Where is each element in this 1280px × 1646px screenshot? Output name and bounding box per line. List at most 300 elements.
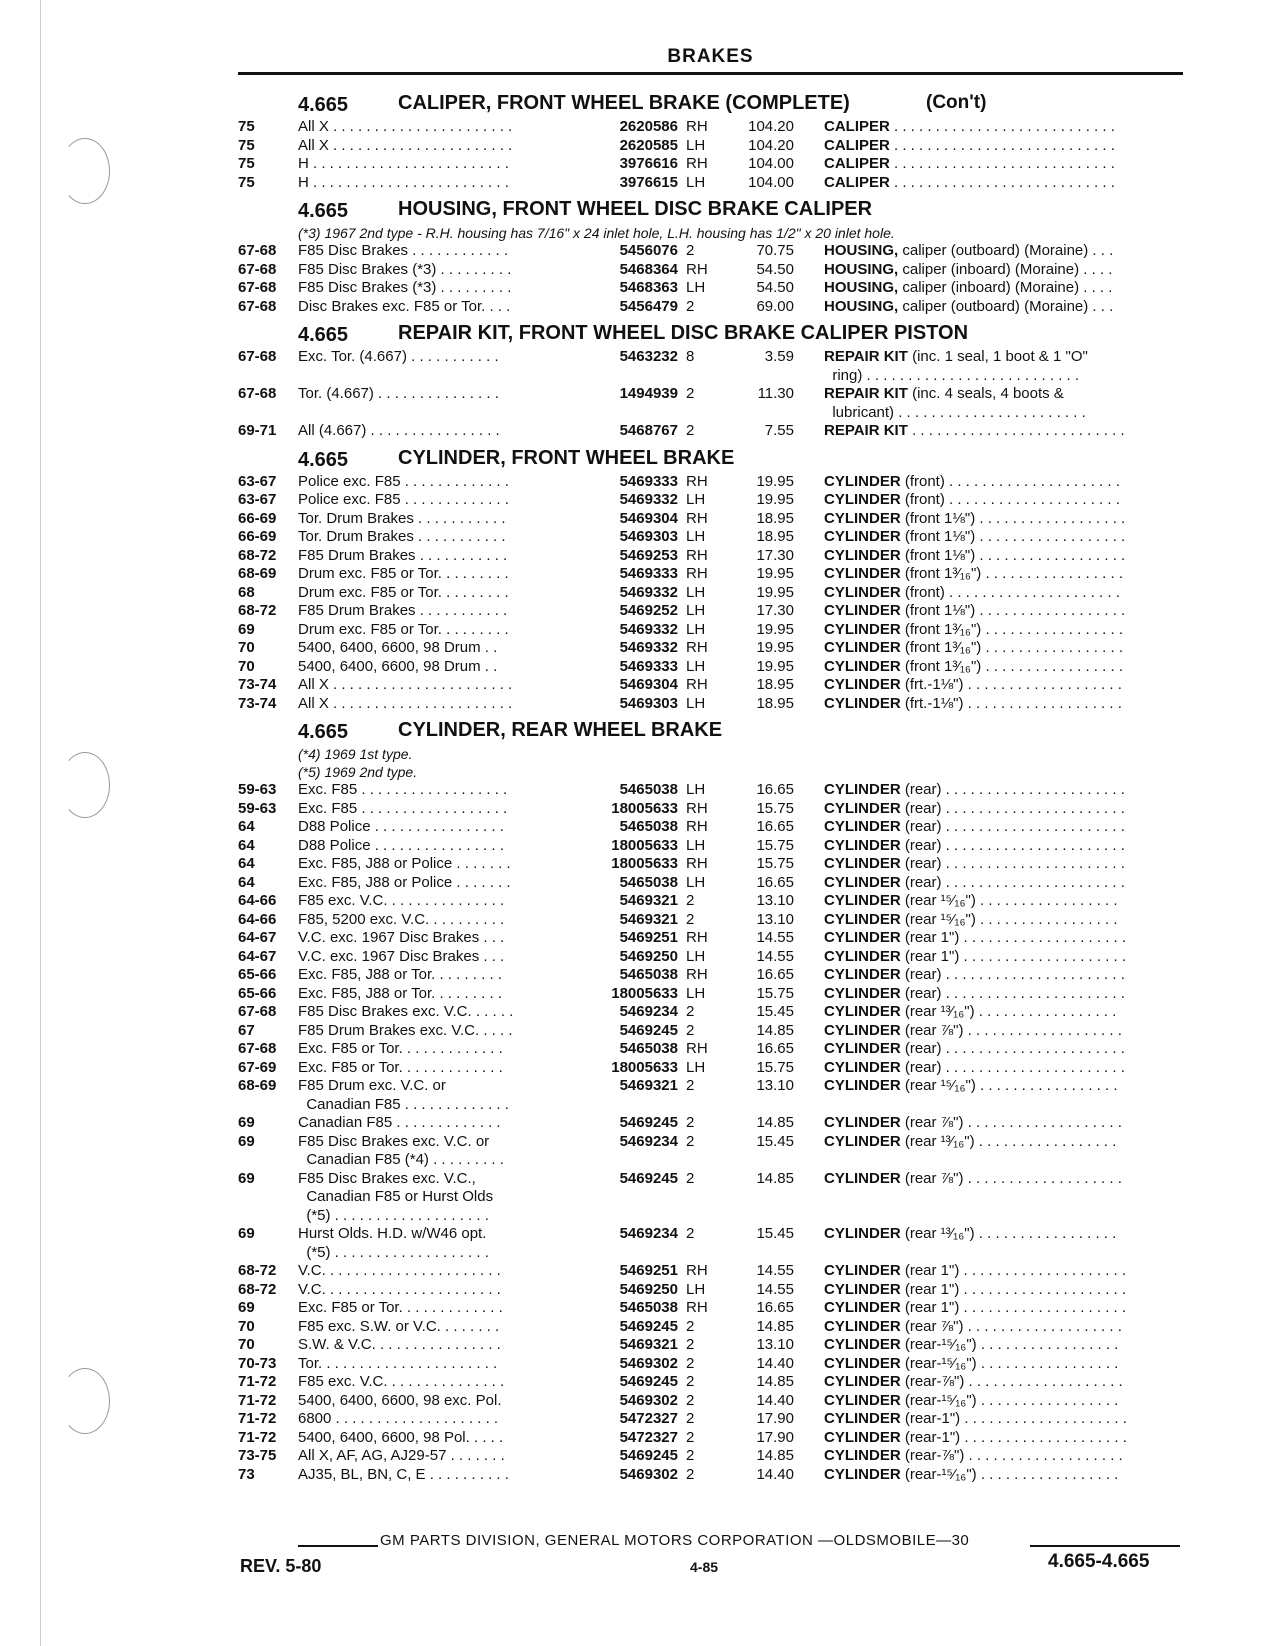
application: F85 Disc Brakes (*3) . . . . . . . . . (298, 260, 512, 278)
price: 19.95 (756, 639, 794, 656)
description (794, 929, 1188, 948)
section-heading (238, 447, 1188, 473)
description-rest: (frt.-1⅛") . . . . . . . . . . . . . . . . . . . (900, 676, 1122, 693)
part-number: 3976615 (619, 173, 678, 191)
application: F85 Drum exc. V.C. or Canadian F85 . . . . . . . . . . . . . (298, 1077, 509, 1113)
quantity: RH (686, 1040, 708, 1057)
description (794, 1022, 1188, 1041)
model-years: 64 (238, 836, 255, 854)
description-rest: (rear ¹⁵⁄₁₆") . . . . . . . . . . . . . . . . . (900, 910, 1118, 928)
description-rest: (rear-¹⁵⁄₁₆") . . . . . . . . . . . . . . . . . (900, 1465, 1119, 1483)
description-rest: . . . . . . . . . . . . . . . . . . . . . . . . . . . (889, 118, 1115, 135)
part-row (238, 800, 1188, 819)
price: 14.55 (756, 1262, 794, 1279)
quantity: 2 (686, 242, 695, 259)
part-row (238, 1318, 1188, 1337)
quantity: 2 (686, 422, 695, 439)
description-rest: (rear-⅞") . . . . . . . . . . . . . . . . . . . (900, 1373, 1123, 1390)
quantity: RH (686, 118, 708, 135)
model-years: 73-74 (238, 694, 277, 712)
description-rest: (front 1⅛") . . . . . . . . . . . . . . . . . . (900, 528, 1126, 545)
part-number: 5465038 (619, 1040, 678, 1057)
description-name: CYLINDER (824, 799, 901, 817)
description (794, 985, 1188, 1004)
description-name: CYLINDER (824, 1354, 901, 1372)
application: F85 Drum Brakes . . . . . . . . . . . (298, 546, 508, 564)
application: F85 Disc Brakes exc. V.C. or Canadian F85 (*4) . . . . . . . . . (298, 1132, 504, 1168)
price: 13.10 (756, 892, 794, 909)
price: 14.85 (756, 1021, 794, 1039)
model-years: 64 (238, 873, 255, 891)
description-rest: (rear ¹⁵⁄₁₆") . . . . . . . . . . . . . . . . . (900, 1077, 1118, 1094)
description (794, 1392, 1188, 1411)
quantity: 2 (686, 1021, 695, 1039)
description (794, 385, 1188, 422)
quantity: RH (686, 565, 708, 582)
part-row (238, 1022, 1188, 1041)
part-number: 5469245 (619, 1021, 678, 1039)
description (794, 1299, 1188, 1318)
part-number: 5469234 (619, 1225, 678, 1242)
model-years: 68 (238, 583, 255, 601)
part-number: 5465038 (619, 873, 678, 891)
model-years: 71-72 (238, 1428, 277, 1446)
description-rest: (front 1³⁄₁₆") . . . . . . . . . . . . . . . . . (900, 639, 1123, 656)
description-rest: (rear) . . . . . . . . . . . . . . . . . . . . . . (900, 818, 1125, 835)
application: Police exc. F85 . . . . . . . . . . . . . (298, 472, 509, 490)
description (794, 1133, 1188, 1170)
description-name: REPAIR KIT (824, 348, 908, 365)
model-years: 75 (238, 136, 255, 154)
model-years: 70 (238, 1336, 255, 1353)
application: Exc. F85 or Tor. . . . . . . . . . . . . (298, 1058, 503, 1076)
punch-hole (60, 138, 110, 204)
price: 18.95 (756, 528, 794, 545)
description-rest: (front 1⅛") . . . . . . . . . . . . . . . . . . (900, 509, 1126, 527)
quantity: RH (686, 639, 708, 656)
description-name: CYLINDER (824, 1225, 901, 1242)
part-number: 5472327 (619, 1428, 678, 1446)
price: 14.85 (756, 1447, 794, 1464)
description (794, 1447, 1188, 1466)
quantity: LH (686, 657, 706, 675)
application: Tor. Drum Brakes . . . . . . . . . . . (298, 528, 506, 545)
description (794, 1040, 1188, 1059)
application: V.C. . . . . . . . . . . . . . . . . . . . . . (298, 1262, 501, 1279)
price: 14.85 (756, 1373, 794, 1390)
quantity: LH (686, 781, 706, 798)
quantity: 2 (686, 1225, 695, 1242)
price: 17.30 (756, 602, 794, 619)
model-years: 70-73 (238, 1354, 277, 1372)
application: All X . . . . . . . . . . . . . . . . . . . . . . (298, 694, 513, 712)
application: Police exc. F85 . . . . . . . . . . . . . (298, 491, 509, 508)
part-number: 5463232 (619, 348, 678, 365)
quantity: 2 (686, 1465, 695, 1483)
part-row (238, 1336, 1188, 1355)
quantity: LH (686, 1058, 706, 1076)
section-note: (*4) 1969 1st type. (298, 746, 413, 762)
footer-rule (298, 1545, 378, 1547)
model-years: 64-67 (238, 929, 277, 946)
quantity: 2 (686, 1003, 695, 1020)
description-rest: (rear) . . . . . . . . . . . . . . . . . . . . . . (900, 984, 1125, 1002)
part-row (238, 137, 1188, 156)
description-rest: (rear-1") . . . . . . . . . . . . . . . . . . . . (900, 1428, 1127, 1446)
model-years: 69 (238, 620, 255, 638)
model-years: 66-69 (238, 509, 277, 527)
part-row (238, 491, 1188, 510)
quantity: LH (686, 528, 706, 545)
description-name: CYLINDER (824, 836, 901, 854)
quantity: 2 (686, 1428, 695, 1446)
description (794, 911, 1188, 930)
quantity: RH (686, 799, 708, 817)
application: Drum exc. F85 or Tor. . . . . . . . . (298, 565, 509, 582)
part-row (238, 639, 1188, 658)
description-rest: (frt.-1⅛") . . . . . . . . . . . . . . . . . . . (900, 694, 1122, 712)
part-number: 5469252 (619, 602, 678, 619)
model-years: 67-68 (238, 242, 277, 259)
part-number: 5469250 (619, 1280, 678, 1298)
description-name: CYLINDER (824, 929, 901, 946)
part-row (238, 1392, 1188, 1411)
section-number: 4.665 (298, 94, 349, 116)
quantity: 2 (686, 1317, 695, 1335)
application: Tor. (4.667) . . . . . . . . . . . . . . . (298, 385, 499, 402)
part-row (238, 510, 1188, 529)
model-years: 67-69 (238, 1058, 277, 1076)
description (794, 1077, 1188, 1114)
description-rest: (inc. 4 seals, 4 boots & lubricant) . . . . . . . . . . . . . . . . . . . . . . . (832, 385, 1086, 421)
description-name: CYLINDER (824, 1428, 901, 1446)
description (794, 874, 1188, 893)
application: Tor. . . . . . . . . . . . . . . . . . . . . . (298, 1354, 498, 1372)
description-name: CYLINDER (824, 984, 901, 1002)
part-row (238, 621, 1188, 640)
description-name: HOUSING, (824, 260, 899, 278)
application: 5400, 6400, 6600, 98 Drum . . (298, 657, 498, 675)
description-name: CALIPER (824, 136, 890, 154)
description-rest: (rear) . . . . . . . . . . . . . . . . . . . . . . (900, 873, 1125, 891)
model-years: 75 (238, 155, 255, 172)
description-rest: (rear) . . . . . . . . . . . . . . . . . . . . . . (900, 966, 1125, 983)
part-row (238, 118, 1188, 137)
part-number: 5469321 (619, 892, 678, 909)
description (794, 137, 1188, 156)
description-name: CYLINDER (824, 1040, 901, 1057)
quantity: 8 (686, 348, 695, 365)
price: 14.85 (756, 1114, 794, 1131)
part-number: 18005633 (611, 984, 678, 1002)
price: 16.65 (756, 781, 794, 798)
section-title: CYLINDER, REAR WHEEL BRAKE (398, 719, 723, 741)
part-number: 18005633 (611, 1058, 678, 1076)
quantity: RH (686, 929, 708, 946)
application: Exc. F85, J88 or Tor. . . . . . . . . (298, 966, 502, 983)
price: 14.85 (756, 1317, 794, 1335)
quantity: RH (686, 472, 708, 490)
section-heading (238, 719, 1188, 745)
description (794, 818, 1188, 837)
application: 6800 . . . . . . . . . . . . . . . . . . . . (298, 1410, 499, 1427)
description-rest: (front 1³⁄₁₆") . . . . . . . . . . . . . . . . . (900, 657, 1123, 675)
description-name: CYLINDER (824, 676, 901, 693)
part-number: 5469321 (619, 1336, 678, 1353)
description-rest: (rear ¹⁵⁄₁₆") . . . . . . . . . . . . . . . . . (900, 892, 1118, 909)
description (794, 261, 1188, 280)
part-row (238, 1133, 1188, 1170)
price: 15.75 (756, 984, 794, 1002)
model-years: 68-69 (238, 1077, 277, 1094)
part-number: 5469333 (619, 657, 678, 675)
description-rest: (front) . . . . . . . . . . . . . . . . . . . . . (900, 472, 1120, 490)
price: 54.50 (756, 279, 794, 296)
part-row (238, 174, 1188, 193)
price: 54.50 (756, 260, 794, 278)
description-name: CYLINDER (824, 892, 901, 909)
model-years: 70 (238, 657, 255, 675)
quantity: 2 (686, 1114, 695, 1131)
application: D88 Police . . . . . . . . . . . . . . . . (298, 836, 504, 854)
section-number: 4.665 (298, 448, 349, 471)
description-rest: (rear ⅞") . . . . . . . . . . . . . . . . . . . (900, 1021, 1122, 1039)
part-row (238, 547, 1188, 566)
application: V.C. exc. 1967 Disc Brakes . . . (298, 947, 505, 965)
application: Drum exc. F85 or Tor. . . . . . . . . (298, 583, 509, 601)
price: 14.85 (756, 1169, 794, 1187)
part-number: 5472327 (619, 1410, 678, 1427)
model-years: 64 (238, 855, 255, 872)
part-number: 5469251 (619, 929, 678, 946)
description (794, 948, 1188, 967)
price: 70.75 (756, 242, 794, 259)
description-rest: (rear 1") . . . . . . . . . . . . . . . . . . . . (900, 1299, 1127, 1316)
quantity: RH (686, 855, 708, 872)
part-number: 5469302 (619, 1354, 678, 1372)
description-rest: (front 1⅛") . . . . . . . . . . . . . . . . . . (900, 546, 1126, 564)
description-name: CYLINDER (824, 620, 901, 638)
description-name: CYLINDER (824, 1262, 901, 1279)
part-row (238, 1429, 1188, 1448)
section-note: (*3) 1967 2nd type - R.H. housing has 7/16" x 24 inlet hole, L.H. housing has 1/2" x 20 inlet hole. (298, 225, 895, 241)
description (794, 1225, 1188, 1262)
quantity: LH (686, 947, 706, 965)
application: Exc. F85 or Tor. . . . . . . . . . . . . (298, 1040, 503, 1057)
quantity: 2 (686, 1354, 695, 1372)
section-number: 4.665 (298, 324, 349, 346)
model-years: 69 (238, 1169, 255, 1187)
part-row (238, 818, 1188, 837)
description-rest: . . . . . . . . . . . . . . . . . . . . . . . . . . (907, 422, 1125, 439)
description-rest: (rear ⅞") . . . . . . . . . . . . . . . . . . . (900, 1114, 1122, 1131)
model-years: 75 (238, 173, 255, 191)
model-years: 71-72 (238, 1373, 277, 1390)
price: 14.40 (756, 1354, 794, 1372)
application: Exc. Tor. (4.667) . . . . . . . . . . . (298, 348, 499, 365)
part-row (238, 1003, 1188, 1022)
model-years: 69-71 (238, 422, 277, 439)
part-number: 5469245 (619, 1169, 678, 1187)
model-years: 59-63 (238, 781, 277, 798)
revision-label: REV. 5-80 (240, 1556, 322, 1576)
part-number: 5469304 (619, 676, 678, 693)
description-rest: (front) . . . . . . . . . . . . . . . . . . . . . (900, 583, 1120, 601)
description-name: CYLINDER (824, 546, 901, 564)
model-years: 67-68 (238, 1040, 277, 1057)
description (794, 528, 1188, 547)
part-row (238, 1299, 1188, 1318)
model-years: 71-72 (238, 1410, 277, 1427)
application: All X . . . . . . . . . . . . . . . . . . . . . . (298, 118, 513, 135)
price: 14.40 (756, 1465, 794, 1483)
part-number: 5469321 (619, 910, 678, 928)
description (794, 658, 1188, 677)
price: 16.65 (756, 818, 794, 835)
description (794, 242, 1188, 261)
part-number: 5469234 (619, 1132, 678, 1150)
part-number: 5469333 (619, 472, 678, 490)
quantity: LH (686, 602, 706, 619)
model-years: 64 (238, 818, 255, 835)
description-rest: (rear-⅞") . . . . . . . . . . . . . . . . . . . (900, 1447, 1123, 1464)
quantity: RH (686, 1299, 708, 1316)
part-number: 5469302 (619, 1465, 678, 1483)
model-years: 67 (238, 1021, 255, 1039)
part-number: 5469332 (619, 620, 678, 638)
description-name: CALIPER (824, 118, 890, 135)
parts-section (238, 92, 1188, 192)
quantity: LH (686, 173, 706, 191)
part-number: 5469245 (619, 1447, 678, 1464)
model-years: 65-66 (238, 966, 277, 983)
part-number: 5469302 (619, 1391, 678, 1409)
model-years: 63-67 (238, 491, 277, 508)
model-years: 66-69 (238, 528, 277, 545)
part-row (238, 929, 1188, 948)
quantity: 2 (686, 385, 695, 402)
description-name: REPAIR KIT (824, 422, 908, 439)
price: 14.55 (756, 929, 794, 946)
description-rest: (rear-¹⁵⁄₁₆") . . . . . . . . . . . . . . . . . (900, 1336, 1119, 1353)
part-row (238, 1114, 1188, 1133)
quantity: RH (686, 155, 708, 172)
description-name: CYLINDER (824, 1465, 901, 1483)
section-note: (*5) 1969 2nd type. (298, 764, 418, 780)
description-name: CYLINDER (824, 873, 901, 891)
description-name: CYLINDER (824, 694, 901, 712)
quantity: 2 (686, 1391, 695, 1409)
section-heading (238, 92, 1188, 118)
price: 15.45 (756, 1225, 794, 1242)
description-rest: (rear 1") . . . . . . . . . . . . . . . . . . . . (900, 1280, 1127, 1298)
description-name: CYLINDER (824, 602, 901, 619)
section-title: HOUSING, FRONT WHEEL DISC BRAKE CALIPER (398, 198, 873, 220)
quantity: LH (686, 694, 706, 712)
model-years: 75 (238, 118, 255, 135)
price: 15.45 (756, 1003, 794, 1020)
part-number: 5465038 (619, 1299, 678, 1316)
description-rest: (rear) . . . . . . . . . . . . . . . . . . . . . . (900, 799, 1125, 817)
description-rest: (rear) . . . . . . . . . . . . . . . . . . . . . . (900, 1058, 1125, 1076)
price: 104.20 (748, 118, 794, 135)
part-number: 5469321 (619, 1077, 678, 1094)
description (794, 966, 1188, 985)
description-rest: . . . . . . . . . . . . . . . . . . . . . . . . . . . (889, 155, 1115, 172)
part-row (238, 874, 1188, 893)
quantity: 2 (686, 297, 695, 315)
part-number: 5469332 (619, 491, 678, 508)
description-name: CYLINDER (824, 1077, 901, 1094)
quantity: RH (686, 509, 708, 527)
application: F85 exc. S.W. or V.C. . . . . . . . (298, 1317, 500, 1335)
model-years: 64-66 (238, 892, 277, 909)
application: All X, AF, AG, AJ29-57 . . . . . . . (298, 1447, 505, 1464)
part-number: 5469303 (619, 694, 678, 712)
application: H . . . . . . . . . . . . . . . . . . . . . . . . (298, 155, 509, 172)
application: All X . . . . . . . . . . . . . . . . . . . . . . (298, 676, 513, 693)
part-row (238, 528, 1188, 547)
part-row (238, 855, 1188, 874)
part-row (238, 348, 1188, 385)
part-number: 5469253 (619, 546, 678, 564)
model-years: 67-68 (238, 385, 277, 402)
model-years: 65-66 (238, 984, 277, 1002)
quantity: LH (686, 1280, 706, 1298)
description-rest: caliper (inboard) (Moraine) . . . . (898, 260, 1113, 278)
price: 69.00 (756, 297, 794, 315)
price: 3.59 (764, 348, 794, 365)
application: Exc. F85 . . . . . . . . . . . . . . . . . . (298, 799, 508, 817)
price: 15.75 (756, 1058, 794, 1076)
part-row (238, 781, 1188, 800)
section-heading (238, 322, 1188, 348)
description-name: CYLINDER (824, 565, 901, 582)
section-title: REPAIR KIT, FRONT WHEEL DISC BRAKE CALIPER PISTON (398, 322, 969, 344)
model-years: 68-72 (238, 1280, 277, 1298)
application: V.C. . . . . . . . . . . . . . . . . . . . . . (298, 1280, 501, 1298)
description-rest: (rear) . . . . . . . . . . . . . . . . . . . . . . (900, 836, 1125, 854)
header-rule (238, 72, 1183, 75)
price: 19.95 (756, 583, 794, 601)
description (794, 1466, 1188, 1485)
application: F85 Drum Brakes exc. V.C. . . . . (298, 1021, 513, 1039)
part-row (238, 385, 1188, 422)
description-rest: caliper (inboard) (Moraine) . . . . (898, 279, 1113, 296)
quantity: LH (686, 984, 706, 1002)
part-row (238, 1373, 1188, 1392)
part-number: 5469332 (619, 639, 678, 656)
quantity: RH (686, 676, 708, 693)
description-name: CYLINDER (824, 657, 901, 675)
description-name: CYLINDER (824, 966, 901, 983)
description-rest: (inc. 1 seal, 1 boot & 1 "O" ring) . . . . . . . . . . . . . . . . . . . . . . . . . . (832, 348, 1088, 384)
price: 14.55 (756, 1280, 794, 1298)
quantity: 2 (686, 1410, 695, 1427)
description-name: CYLINDER (824, 1132, 901, 1150)
application: Disc Brakes exc. F85 or Tor. . . . (298, 297, 511, 315)
model-years: 64-66 (238, 910, 277, 928)
price: 7.55 (764, 422, 794, 439)
application: Hurst Olds. H.D. w/W46 opt. (*5) . . . . . . . . . . . . . . . . . . . (298, 1225, 489, 1261)
quantity: LH (686, 583, 706, 601)
part-row (238, 422, 1188, 441)
description-rest: (rear-¹⁵⁄₁₆") . . . . . . . . . . . . . . . . . (900, 1391, 1119, 1409)
part-number: 5465038 (619, 781, 678, 798)
description (794, 584, 1188, 603)
description-name: CYLINDER (824, 1021, 901, 1039)
description-name: CYLINDER (824, 1003, 901, 1020)
